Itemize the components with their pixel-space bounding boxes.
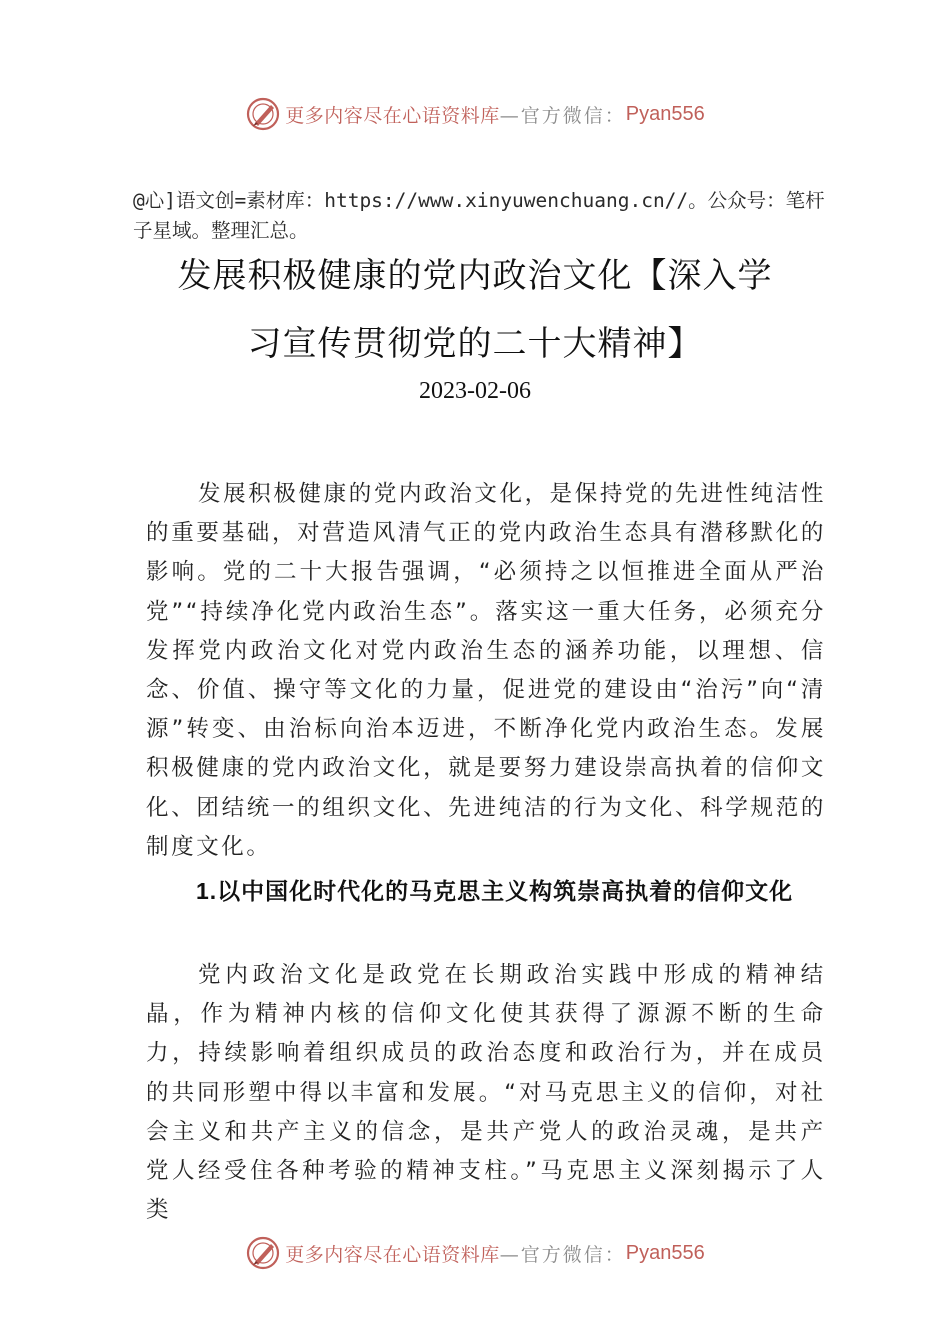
banner-text: 更多内容尽在心语资料库 (285, 1243, 500, 1266)
header-watermark-banner (0, 92, 950, 136)
body-paragraph: 党内政治文化是政党在长期政治实践中形成的精神结晶，作为精神内核的信仰文化使其获得了源源不断的生命力，持续影响着组织成员的政治态度和政治行为，并在成员的共同形塑中得以丰富和发展。“对马克思主义的信仰，对社会主义和共产主义的信念，是共产党人的政治灵魂，是共产党人经受住各种考验的精神支柱。”马克思主义深刻揭示了人类 (146, 962, 826, 1224)
banner-wechat-label: —官方微信： (499, 104, 626, 127)
pen-seal-logo-icon (245, 96, 281, 132)
section-heading: 1.以中国化时代化的马克思主义构筑崇高执着的信仰文化 (196, 878, 794, 904)
banner-text: 更多内容尽在心语资料库 (285, 104, 500, 127)
pen-seal-logo-icon (245, 1235, 281, 1271)
footer-watermark-banner (0, 1231, 950, 1275)
publish-date: 2023-02-06 (419, 378, 531, 404)
body-paragraph: 发展积极健康的党内政治文化，是保持党的先进性纯洁性的重要基础，对营造风清气正的党内政治生态具有潜移默化的影响。党的二十大报告强调，“必须持之以恒推进全面从严治党”“持续净化党内政治生态”。落实这一重大任务，必须充分发挥党内政治文化对党内政治生态的涵养功能，以理想、信念、价值、操守等文化的力量，促进党的建设由“治污”向“清源”转变、由治标向治本迈进，不断净化党内政治生态。发展积极健康的党内政治文化，就是要努力建设崇高执着的信仰文化、团结统一的组织文化、先进纯洁的行为文化、科学规范的制度文化。 (146, 481, 826, 860)
document-title-line2: 习宣传贯彻党的二十大精神】 (247, 324, 703, 364)
document-title-line1: 发展积极健康的党内政治文化【深入学 (177, 256, 773, 296)
banner-wechat-label: —官方微信： (499, 1243, 626, 1266)
source-note: @心]语文创=素材库：https://www.xinyuwenchuang.cn//。公众号：笔杆子星域。整理汇总。 (133, 189, 825, 242)
banner-wechat-id: Pyan556 (625, 1241, 705, 1264)
banner-wechat-id: Pyan556 (625, 102, 705, 125)
